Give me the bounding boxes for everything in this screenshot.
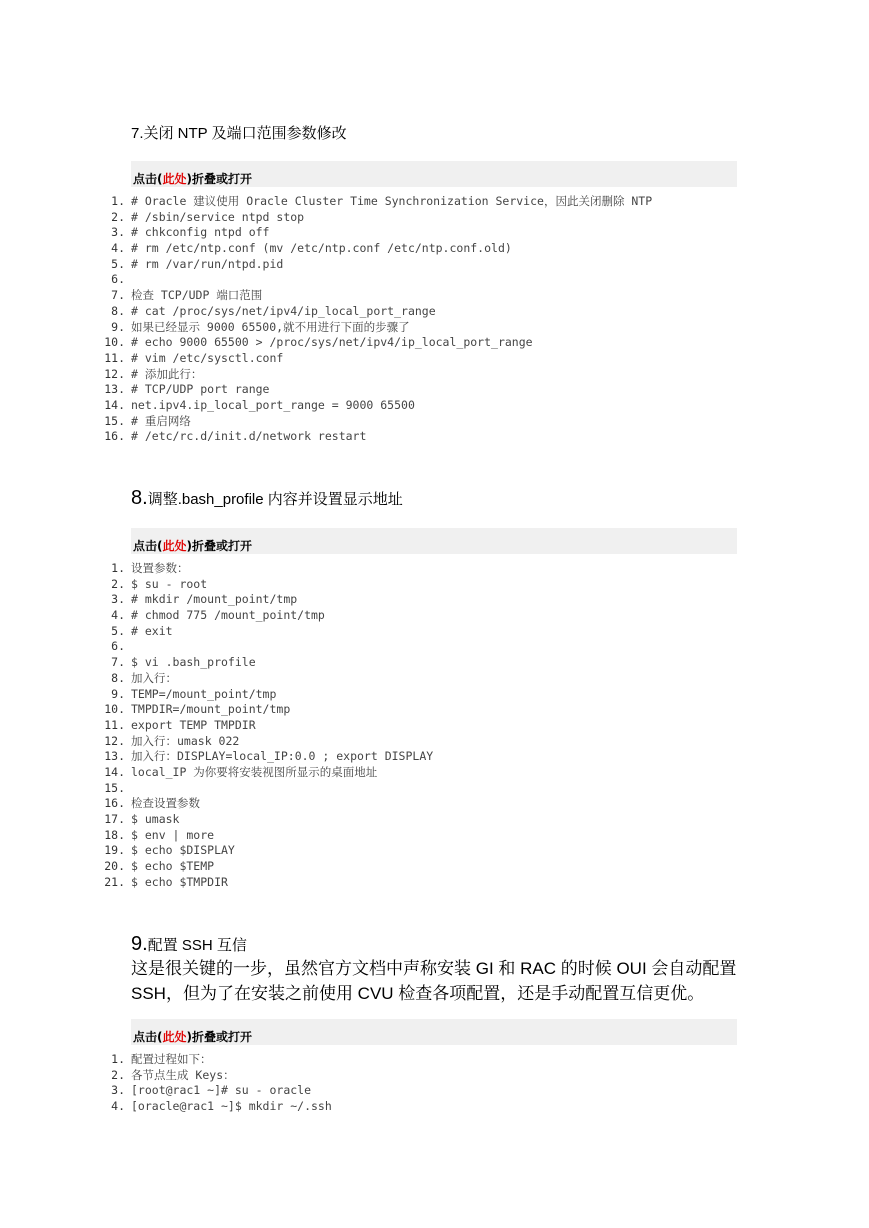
line-number: 8.: [111, 670, 125, 685]
line-number: 9.: [111, 686, 125, 701]
code-text: net.ipv4.ip_local_port_range = 9000 65500: [131, 397, 415, 412]
line-number: 12.: [104, 366, 125, 381]
code-text: local_IP 为你要将安装视图所显示的桌面地址: [131, 764, 378, 779]
code-text: $ su - root: [131, 576, 208, 591]
code-text: 加入行：DISPLAY=local_IP:0.0 ; export DISPLAY: [131, 749, 434, 764]
code-text: 设置参数：: [131, 561, 189, 575]
line-number: 7.: [111, 655, 125, 670]
code-text: 检查设置参数: [131, 796, 200, 811]
code-text: $ echo $TMPDIR: [131, 874, 228, 889]
section-7-title: 关闭 NTP 及端口范围参数修改: [143, 125, 347, 142]
line-number: 14.: [104, 397, 125, 412]
line-number: 4.: [111, 241, 125, 256]
code-text: 加入行：umask 022: [131, 733, 240, 748]
section-9-title: 配置 SSH 互信: [147, 937, 247, 954]
toggle-label[interactable]: 点击(此处)折叠或打开: [133, 172, 253, 186]
line-number: 4.: [111, 608, 125, 623]
code-text: $ env | more: [131, 827, 215, 842]
toggle-label[interactable]: 点击(此处)折叠或打开: [133, 539, 253, 553]
code-toggle-bar-8[interactable]: [131, 528, 737, 554]
code-text: $ echo $TEMP: [131, 859, 215, 874]
line-number: 2.: [111, 209, 125, 224]
line-number: 6.: [111, 639, 125, 654]
line-number: 19.: [104, 843, 125, 858]
line-number: 17.: [104, 812, 125, 826]
line-number: 11.: [104, 717, 125, 732]
line-number: 5.: [111, 256, 125, 271]
code-text: # /etc/rc.d/init.d/network restart: [131, 429, 367, 444]
line-number: 21.: [104, 874, 125, 889]
line-number: 2.: [111, 1067, 125, 1082]
line-number: 3.: [111, 225, 125, 240]
toggle-here-link[interactable]: 此处: [162, 539, 187, 553]
line-number: 1.: [111, 561, 125, 575]
line-number: 2.: [111, 576, 125, 591]
section-8-number: 8.: [131, 487, 148, 509]
line-number: 20.: [104, 859, 125, 874]
line-number: 15.: [104, 413, 125, 428]
code-text: 配置过程如下：: [131, 1052, 212, 1066]
line-number: 4.: [111, 1099, 125, 1114]
line-number: 18.: [104, 827, 125, 842]
line-number: 1.: [111, 1052, 125, 1066]
line-number: 16.: [104, 796, 125, 811]
line-number: 8.: [111, 303, 125, 318]
section-9-heading: [131, 933, 247, 956]
line-number: 10.: [104, 335, 125, 350]
code-text: export TEMP TMPDIR: [131, 717, 256, 732]
code-text: # mkdir /mount_point/tmp: [131, 592, 298, 607]
code-text: # cat /proc/sys/net/ipv4/ip_local_port_range: [131, 303, 436, 318]
code-text: 加入行：: [131, 670, 177, 685]
code-text: # 重启网络: [131, 413, 191, 428]
line-number: 15.: [104, 780, 125, 795]
code-toggle-bar-9[interactable]: [131, 1019, 737, 1045]
code-text: TEMP=/mount_point/tmp: [131, 686, 277, 701]
section-7-number: 7.: [131, 125, 144, 142]
code-toggle-bar-7[interactable]: [131, 161, 737, 187]
line-number: 13.: [104, 382, 125, 397]
code-text: TMPDIR=/mount_point/tmp: [131, 702, 291, 717]
code-text: # 添加此行：: [131, 366, 203, 381]
code-text: # Oracle 建议使用 Oracle Cluster Time Synchronization Service，因此关闭删除 NTP: [131, 194, 653, 208]
section-8-heading: [131, 487, 403, 510]
code-text: 检查 TCP/UDP 端口范围: [131, 288, 263, 303]
line-number: 5.: [111, 623, 125, 638]
line-number: 10.: [104, 702, 125, 717]
toggle-here-link[interactable]: 此处: [162, 1030, 187, 1044]
code-text: # rm /etc/ntp.conf (mv /etc/ntp.conf /etc/ntp.conf.old): [131, 241, 512, 256]
line-number: 13.: [104, 749, 125, 764]
line-number: 9.: [111, 319, 125, 334]
line-number: 1.: [111, 194, 125, 208]
toggle-here-link[interactable]: 此处: [162, 172, 187, 186]
code-text: # TCP/UDP port range: [131, 382, 270, 397]
code-text: $ umask: [131, 812, 180, 826]
code-text: [root@rac1 ~]# su - oracle: [131, 1083, 312, 1098]
code-text: # echo 9000 65500 > /proc/sys/net/ipv4/ip_local_port_range: [131, 335, 533, 350]
code-text: 如果已经显示 9000 65500,就不用进行下面的步骤了: [131, 319, 410, 334]
line-number: 14.: [104, 764, 125, 779]
code-text: $ vi .bash_profile: [131, 655, 256, 670]
code-text: # exit: [131, 623, 173, 638]
code-text: # rm /var/run/ntpd.pid: [131, 256, 284, 271]
toggle-label[interactable]: 点击(此处)折叠或打开: [133, 1030, 253, 1044]
section-9-number: 9.: [131, 933, 148, 955]
section-7-heading: [131, 122, 347, 143]
section-8-title: 调整.bash_profile 内容并设置显示地址: [147, 491, 403, 508]
code-text: [oracle@rac1 ~]$ mkdir ~/.ssh: [131, 1099, 332, 1114]
line-number: 6.: [111, 272, 125, 287]
line-number: 3.: [111, 592, 125, 607]
code-text: # vim /etc/sysctl.conf: [131, 350, 284, 365]
code-text: 各节点生成 Keys：: [131, 1067, 235, 1082]
code-text: # /sbin/service ntpd stop: [131, 209, 305, 224]
line-number: 7.: [111, 288, 125, 303]
line-number: 16.: [104, 429, 125, 444]
line-number: 12.: [104, 733, 125, 748]
line-number: 3.: [111, 1083, 125, 1098]
code-text: # chmod 775 /mount_point/tmp: [131, 608, 325, 623]
code-text: $ echo $DISPLAY: [131, 843, 235, 858]
code-text: # chkconfig ntpd off: [131, 225, 270, 240]
section-9-paragraph: 这是很关键的一步，虽然官方文档中声称安装 GI 和 RAC 的时候 OUI 会自动配置 SSH，但为了在安装之前使用 CVU 检查各项配置，还是手动配置互信更优。: [131, 959, 737, 1003]
line-number: 11.: [104, 350, 125, 365]
